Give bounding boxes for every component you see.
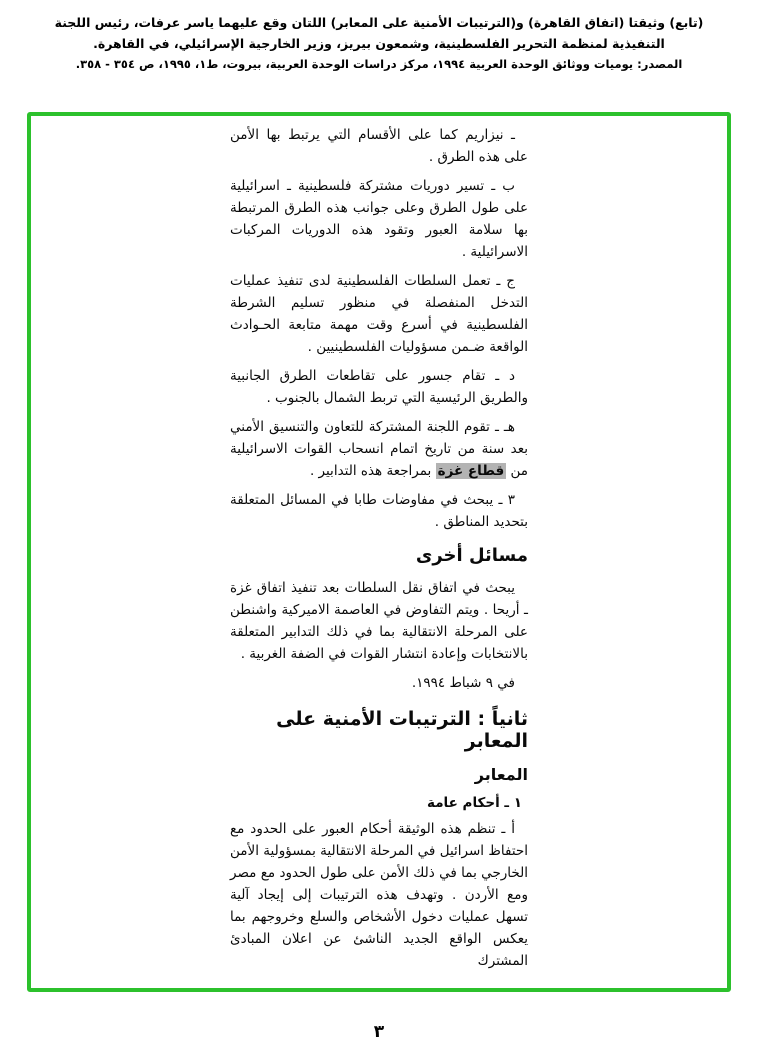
page-number: ٣ (373, 1022, 385, 1042)
paragraph-item-j: ج ـ تعمل السلطات الفلسطينية لدى تنفيذ عمليات التدخل المنفصلة في منظور تسليم الشرطة الفلسطينية في أسرع وقت مهمة متابعة الحـوادث الواقعة ضـمن مسؤوليات الفلسطينيين . (230, 273, 528, 355)
paragraph-transfer-agreement: يبحث في اتفاق نقل السلطات بعد تنفيذ اتفاق غزة ـ أريحا . ويتم التفاوض في العاصمة الاميركية واشنطن على المرحلة الانتقالية بما في ذلك التدابير المتعلقة بالانتخابات وإعادة انتشار القوات في الضفة الغربية . (230, 580, 528, 662)
heading-second-security-arrangements: ثانياً : الترتيبات الأمنية على المعابر (276, 708, 528, 752)
heading-other-issues: مسائل أخرى (415, 545, 528, 566)
paragraph-item-h-after: بمراجعة هذه التدابير . (309, 463, 436, 479)
paragraph-item-d: د ـ تقام جسور على تقاطعات الطرق الجانبية والطريق الرئيسية التي تربط الشمال بالجنوب . (230, 368, 528, 406)
paragraph-item-3: ٣ ـ يبحث في مفاوضات طابا في المسائل المتعلقة بتحديد المناطق . (230, 492, 528, 530)
paragraph-item-b: ب ـ تسير دوريات مشتركة فلسطينية ـ اسرائيلية على طول الطرق وعلى جوانب هذه الطرق المرتبطة بها سلامة العبور وتقود هذه الدوريات المركبات الاسرائيلية . (230, 178, 528, 260)
paragraph-date: في ٩ شباط ١٩٩٤. (411, 675, 515, 691)
document-body (230, 124, 528, 972)
paragraph-item-h-before: هـ ـ تقوم اللجنة المشتركة للتعاون والتنسيق الأمني بعد سنة من تاريخ اتمام انسحاب القوات الاسرائيلية من (230, 419, 528, 479)
header-title-line-2: التنفيذية لمنظمة التحرير الفلسطينية، وشمعون بيريز، وزير الخارجية الإسرائيلي، في القاهرة. (93, 36, 665, 51)
paragraph-item-a: أ ـ تنظم هذه الوثيقة أحكام العبور على الحدود مع احتفاظ اسرائيل في المرحلة الانتقالية بمسؤولية الأمن الخارجي بما في ذلك الأمن على طول الحدود مع مصر ومع الأردن . وتهدف هذه الترتيبات إلى إيجاد آلية تسهل عمليات دخول الأشخاص والسلع وخروجهم بما يعكس الواقع الجديد الناشئ عن اعلان المبادئ المشترك (230, 821, 528, 969)
paragraph-netzarim: ـ نيزاريم كما على الأقسام التي يرتبط بها الأمن على هذه الطرق . (230, 127, 528, 165)
gaza-strip-highlight: قطاع غزة (437, 463, 505, 479)
content-frame (27, 112, 731, 992)
subheading-general-provisions: ١ ـ أحكام عامة (427, 795, 522, 811)
paragraph-item-h (230, 416, 528, 482)
header-source-line: المصدر: يوميات ووثائق الوحدة العربية ١٩٩٤، مركز دراسات الوحدة العربية، بيروت، ط١، ١٩٩٥، ص ٣٥٤ - ٣٥٨. (75, 57, 683, 71)
document-header (0, 0, 758, 75)
header-title-line-1: (تابع) وثيقتا (اتفاق القاهرة) و(الترتيبات الأمنية على المعابر) اللتان وقع عليهما ياسر عرفات، رئيس اللجنة (54, 15, 704, 30)
heading-crossings: المعابر (474, 765, 528, 784)
